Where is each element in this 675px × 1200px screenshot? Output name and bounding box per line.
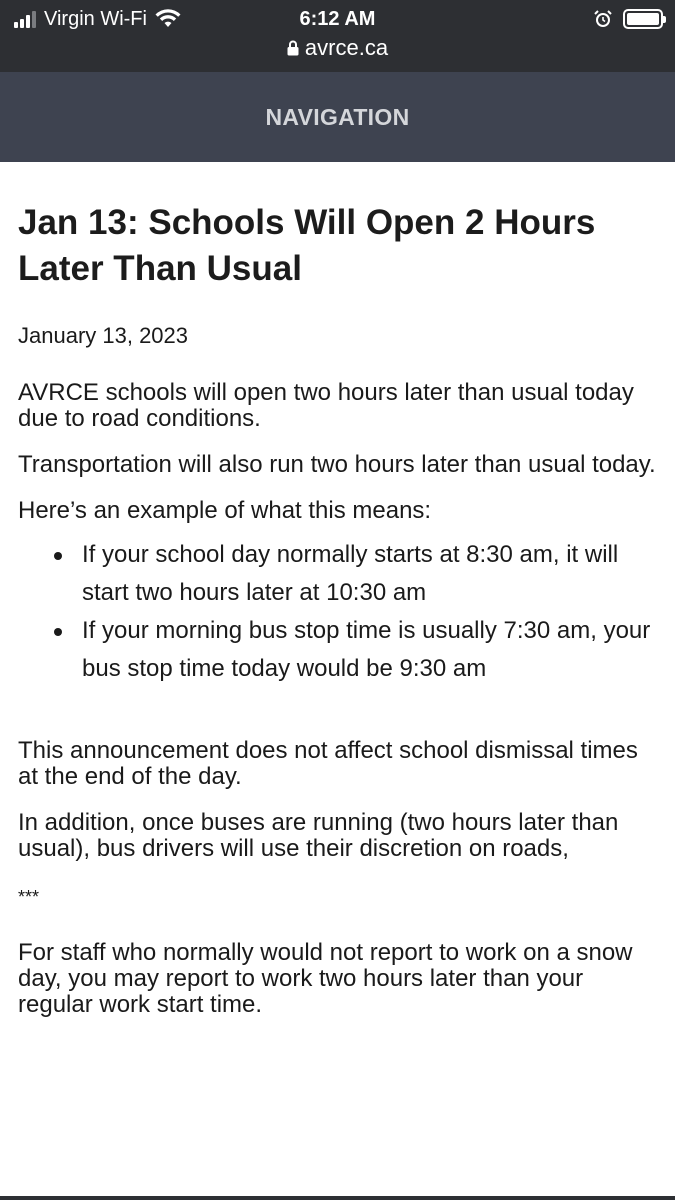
list-item: If your school day normally starts at 8:30 am, it will start two hours later at 10:30 am xyxy=(62,536,658,612)
article-paragraph: For staff who normally would not report to work on a snow day, you may report to work two hours later than your regular work start time. xyxy=(18,939,633,1018)
address-bar[interactable] xyxy=(0,34,675,62)
battery-icon xyxy=(623,9,663,29)
clock: 6:12 AM xyxy=(299,8,376,30)
battery-fill xyxy=(627,13,659,25)
url-text: avrce.ca xyxy=(304,35,389,60)
status-right xyxy=(593,6,663,32)
article-date: January 13, 2023 xyxy=(18,323,189,348)
bottom-divider xyxy=(0,1196,675,1200)
navigation-toggle[interactable]: NAVIGATION xyxy=(265,103,410,130)
alarm-icon xyxy=(593,9,613,29)
article-paragraph: This announcement does not affect school dismissal times at the end of the day. xyxy=(18,737,638,790)
article-paragraph: In addition, once buses are running (two hours later than usual), bus drivers will use their discretion on roads, xyxy=(18,809,619,862)
status-bar xyxy=(0,0,675,72)
separator: *** xyxy=(18,887,40,907)
carrier-label: Virgin Wi-Fi xyxy=(44,7,147,30)
article xyxy=(18,200,658,1018)
article-paragraph: Transportation will also run two hours later than usual today. xyxy=(18,451,656,478)
article-paragraph: Here’s an example of what this means: xyxy=(18,497,432,524)
article-title: Jan 13: Schools Will Open 2 Hours Later Than Usual xyxy=(18,203,596,288)
navigation-bar[interactable] xyxy=(0,72,675,162)
list-item: If your morning bus stop time is usually 7:30 am, your bus stop time today would be 9:30 am xyxy=(62,612,658,688)
lock-icon xyxy=(287,40,299,56)
example-list xyxy=(62,536,658,688)
article-paragraph: AVRCE schools will open two hours later than usual today due to road conditions. xyxy=(18,379,634,432)
